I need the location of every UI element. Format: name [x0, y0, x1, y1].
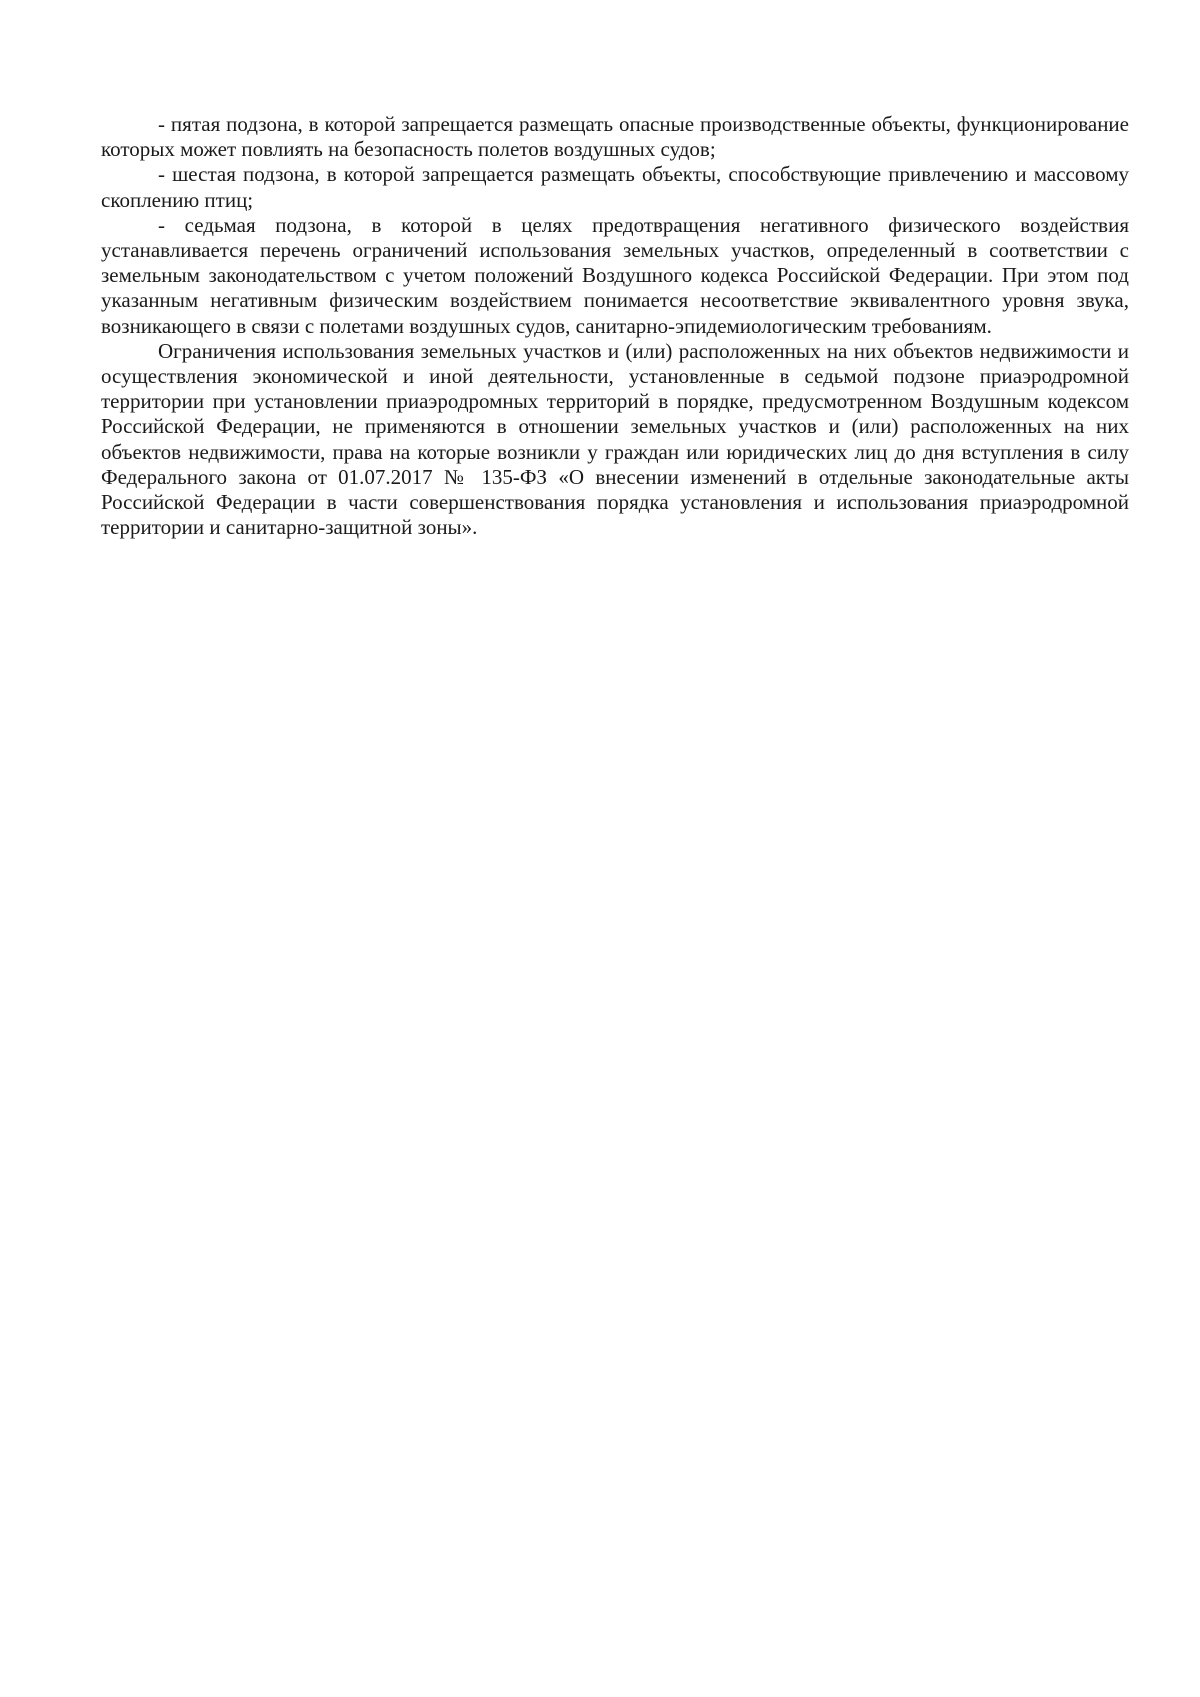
paragraph-restrictions: Ограничения использования земельных участков и (или) расположенных на них объектов недвижимости и осуществления экономической и иной деятельности, установленные в седьмой подзоне приаэродромной территории при установлении приаэродромных территорий в порядке, предусмотренном Воздушным кодексом Российской Федерации, не применяются в отношении земельных участков и (или) расположенных на них объектов недвижимости, права на которые возникли у граждан или юридических лиц до дня вступления в силу Федерального закона от 01.07.2017 № 135-ФЗ «О внесении изменений в отдельные законодательные акты Российской Федерации в части совершенствования порядка установления и использования приаэродромной территории и санитарно-защитной зоны». [101, 338, 1129, 540]
paragraph-subzone-6: - шестая подзона, в которой запрещается размещать объекты, способствующие привлечению и массовому скоплению птиц; [101, 162, 1129, 212]
paragraph-subzone-7: - седьмая подзона, в которой в целях предотвращения негативного физического воздействия устанавливается перечень ограничений использования земельных участков, определенный в соответствии с земельным законодательством с учетом положений Воздушного кодекса Российской Федерации. При этом под указанным негативным физическим воздействием понимается несоответствие эквивалентного уровня звука, возникающего в связи с полетами воздушных судов, санитарно-эпидемиологическим требованиям. [101, 212, 1129, 338]
paragraph-subzone-5: - пятая подзона, в которой запрещается размещать опасные производственные объекты, функционирование которых может повлиять на безопасность полетов воздушных судов; [101, 112, 1129, 162]
document-body [101, 112, 1129, 540]
